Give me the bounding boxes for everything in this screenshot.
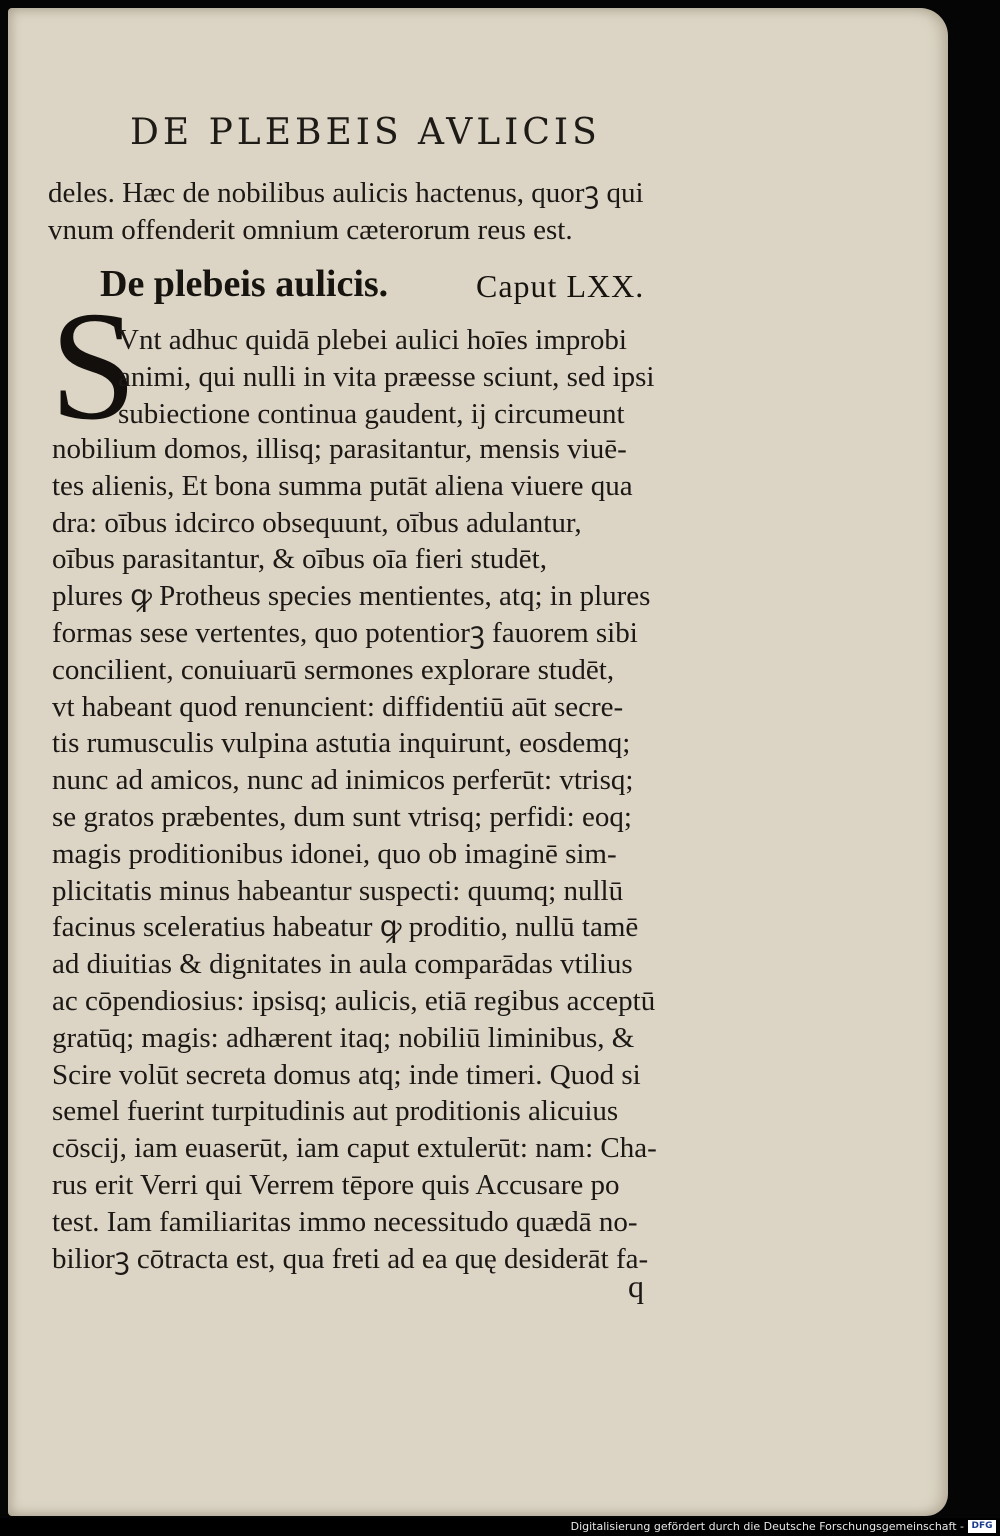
digitization-credit: Digitalisierung gefördert durch die Deutsche Forschungsgemeinschaft - — [570, 1520, 964, 1533]
body-paragraph — [52, 431, 742, 1277]
text-line: semel fuerint turpitudinis aut proditionis alicuius — [52, 1095, 619, 1128]
chapter-title: De plebeis aulicis. — [100, 263, 389, 305]
text-line: rus erit Verri qui Verrem tēpore quis Accusare po — [52, 1168, 620, 1201]
chapter-heading — [100, 262, 700, 312]
text-line: Vnt adhuc quidā plebei aulici hoīes improbi — [118, 324, 627, 356]
text-line: facinus sceleratius habeatur ꝙ proditio, nullū tamē — [52, 911, 639, 944]
indented-paragraph-start — [118, 322, 738, 432]
text-line: vt habeant quod renuncient: diffidentiū aūt secre- — [52, 690, 624, 723]
text-line: gratūq; magis: adhærent itaq; nobiliū liminibus, & — [52, 1021, 635, 1054]
text-line: nobilium domos, illisq; parasitantur, mensis viuē- — [52, 433, 627, 465]
text-line: animi, qui nulli in vita præesse sciunt, sed ipsi — [118, 360, 655, 393]
drop-cap-initial: S — [50, 279, 137, 452]
text-line: formas sese vertentes, quo potentiorꝫ fauorem sibi — [52, 616, 638, 649]
text-line: ad diuitias & dignitates in aula comparādas vtilius — [52, 948, 633, 981]
text-line: biliorꝫ cōtracta est, qua freti ad ea quę desiderāt fa- — [52, 1242, 649, 1275]
text-line: magis proditionibus idonei, quo ob imaginē sim- — [52, 837, 617, 870]
text-line: ac cōpendiosius: ipsisq; aulicis, etiā regibus acceptū — [52, 984, 656, 1017]
text-line: nunc ad amicos, nunc ad inimicos perferūt: vtrisq; — [52, 764, 634, 797]
text-line: test. Iam familiaritas immo necessitudo quædā no- — [52, 1205, 638, 1238]
text-line: dra: oībus idcirco obsequunt, oībus adulantur, — [52, 506, 582, 539]
text-line: plicitatis minus habeantur suspecti: quumq; nullū — [52, 874, 624, 907]
chapter-number: Caput LXX. — [476, 268, 645, 304]
text-line: vnum offenderit omnium cæterorum reus est. — [48, 213, 573, 246]
running-head: DE PLEBEIS AVLICIS — [130, 112, 601, 153]
text-line: Scire volūt secreta domus atq; inde timeri. Quod si — [52, 1058, 641, 1091]
text-line: oībus parasitantur, & oībus oīa fieri studēt, — [52, 543, 547, 576]
text-line: tes alienis, Et bona summa putāt aliena viuere qua — [52, 469, 633, 502]
text-line: plures ꝙ Protheus species mentientes, atq; in plures — [52, 580, 651, 613]
text-line: tis rumusculis vulpina astutia inquirunt, eosdemq; — [52, 727, 631, 760]
dfg-logo: DFG — [968, 1520, 996, 1533]
continuation-paragraph — [48, 175, 738, 249]
text-line: deles. Hæc de nobilibus aulicis hactenus, quorꝫ qui — [48, 177, 644, 209]
text-line: se gratos præbentes, dum sunt vtrisq; perfidi: eoq; — [52, 800, 632, 833]
text-line: concilient, conuiuarū sermones explorare studēt, — [52, 653, 615, 686]
text-line: subiectione continua gaudent, ij circumeunt — [118, 397, 625, 430]
signature-mark: q — [628, 1268, 644, 1304]
text-line: cōscij, iam euaserūt, iam caput extulerūt: nam: Cha- — [52, 1132, 657, 1165]
